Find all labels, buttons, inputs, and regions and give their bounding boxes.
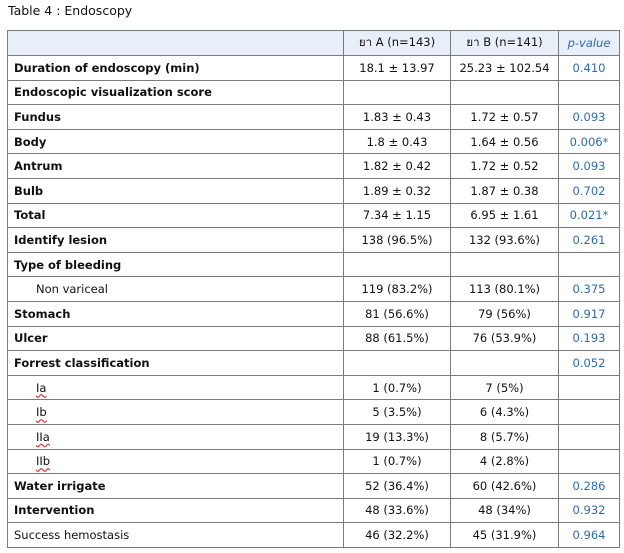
table-row: [8, 154, 620, 179]
header-drug-a: ยา A (n=143): [344, 31, 451, 56]
row-value-b: 1.72 ± 0.57: [451, 105, 559, 130]
row-label: Success hemostasis: [8, 523, 344, 548]
table-row: [8, 375, 620, 400]
table-row: [8, 351, 620, 376]
row-label: Total: [8, 203, 344, 228]
row-value-b: 6.95 ± 1.61: [451, 203, 559, 228]
table-row: [8, 129, 620, 154]
row-value-b: 1.72 ± 0.52: [451, 154, 559, 179]
row-label: Type of bleeding: [8, 252, 344, 277]
row-value-b: 1.87 ± 0.38: [451, 178, 559, 203]
table-row: [8, 498, 620, 523]
row-p-value: 0.193: [559, 326, 620, 351]
row-p-value: 0.932: [559, 498, 620, 523]
row-value-a: 19 (13.3%): [344, 424, 451, 449]
table-caption: Table 4 : Endoscopy: [8, 3, 133, 18]
row-value-b: 132 (93.6%): [451, 228, 559, 253]
row-value-a: [344, 80, 451, 105]
row-value-a: [344, 252, 451, 277]
forrest-class-label: IIb: [36, 454, 51, 469]
header-p-value: p-value: [559, 31, 620, 56]
row-p-value: 0.261: [559, 228, 620, 253]
row-label: [8, 449, 344, 474]
row-p-value: 0.410: [559, 56, 620, 81]
endoscopy-table: [7, 30, 620, 548]
row-p-value: 0.006*: [559, 129, 620, 154]
table-row: [8, 474, 620, 499]
row-p-value: [559, 400, 620, 425]
row-p-value: 0.964: [559, 523, 620, 548]
forrest-class-label: Ib: [36, 405, 47, 420]
table-row: [8, 80, 620, 105]
row-p-value: 0.093: [559, 154, 620, 179]
row-value-b: 25.23 ± 102.54: [451, 56, 559, 81]
row-value-b: 76 (53.9%): [451, 326, 559, 351]
row-label: Identify lesion: [8, 228, 344, 253]
table-row: [8, 301, 620, 326]
row-p-value: [559, 449, 620, 474]
row-value-a: 48 (33.6%): [344, 498, 451, 523]
table-row: [8, 252, 620, 277]
table-row: [8, 178, 620, 203]
row-label: Fundus: [8, 105, 344, 130]
row-p-value: [559, 80, 620, 105]
row-p-value: 0.286: [559, 474, 620, 499]
row-value-a: 1 (0.7%): [344, 375, 451, 400]
row-value-a: 52 (36.4%): [344, 474, 451, 499]
forrest-class-label: Ia: [36, 380, 47, 395]
row-label: Forrest classification: [8, 351, 344, 376]
table-row: [8, 424, 620, 449]
row-p-value: 0.375: [559, 277, 620, 302]
row-value-a: 7.34 ± 1.15: [344, 203, 451, 228]
row-value-b: [451, 80, 559, 105]
header-row: [8, 31, 620, 56]
table-row: [8, 449, 620, 474]
row-p-value: [559, 252, 620, 277]
row-value-a: 18.1 ± 13.97: [344, 56, 451, 81]
row-value-a: [344, 351, 451, 376]
row-p-value: 0.021*: [559, 203, 620, 228]
row-p-value: [559, 375, 620, 400]
row-value-a: 138 (96.5%): [344, 228, 451, 253]
row-value-b: 8 (5.7%): [451, 424, 559, 449]
table-row: [8, 203, 620, 228]
row-value-b: 48 (34%): [451, 498, 559, 523]
row-p-value: 0.052: [559, 351, 620, 376]
row-value-a: 46 (32.2%): [344, 523, 451, 548]
row-value-b: [451, 252, 559, 277]
row-value-a: 1 (0.7%): [344, 449, 451, 474]
table-row: [8, 105, 620, 130]
row-value-b: 113 (80.1%): [451, 277, 559, 302]
row-label: Bulb: [8, 178, 344, 203]
row-label: [8, 375, 344, 400]
table-row: [8, 228, 620, 253]
row-value-a: 5 (3.5%): [344, 400, 451, 425]
row-value-a: 1.89 ± 0.32: [344, 178, 451, 203]
row-p-value: [559, 424, 620, 449]
header-blank-cell: [8, 31, 344, 56]
row-value-b: 1.64 ± 0.56: [451, 129, 559, 154]
row-label: Intervention: [8, 498, 344, 523]
row-value-b: 45 (31.9%): [451, 523, 559, 548]
row-value-a: 1.82 ± 0.42: [344, 154, 451, 179]
row-label: Body: [8, 129, 344, 154]
row-label: Endoscopic visualization score: [8, 80, 344, 105]
row-label: Duration of endoscopy (min): [8, 56, 344, 81]
row-value-a: 1.83 ± 0.43: [344, 105, 451, 130]
forrest-class-label: IIa: [36, 429, 50, 444]
row-label: [8, 400, 344, 425]
row-value-b: [451, 351, 559, 376]
table-row: [8, 56, 620, 81]
row-value-b: 4 (2.8%): [451, 449, 559, 474]
row-p-value: 0.917: [559, 301, 620, 326]
row-label: Stomach: [8, 301, 344, 326]
row-value-b: 79 (56%): [451, 301, 559, 326]
row-value-a: 88 (61.5%): [344, 326, 451, 351]
row-label: Antrum: [8, 154, 344, 179]
row-label: [8, 424, 344, 449]
table-row: [8, 400, 620, 425]
row-value-a: 1.8 ± 0.43: [344, 129, 451, 154]
row-label: Non variceal: [8, 277, 344, 302]
table-row: [8, 326, 620, 351]
table-row: [8, 277, 620, 302]
row-label: Water irrigate: [8, 474, 344, 499]
row-p-value: 0.702: [559, 178, 620, 203]
row-value-b: 6 (4.3%): [451, 400, 559, 425]
row-value-a: 119 (83.2%): [344, 277, 451, 302]
row-p-value: 0.093: [559, 105, 620, 130]
header-drug-b: ยา B (n=141): [451, 31, 559, 56]
row-value-b: 60 (42.6%): [451, 474, 559, 499]
row-value-a: 81 (56.6%): [344, 301, 451, 326]
row-label: Ulcer: [8, 326, 344, 351]
table-row: [8, 523, 620, 548]
row-value-b: 7 (5%): [451, 375, 559, 400]
